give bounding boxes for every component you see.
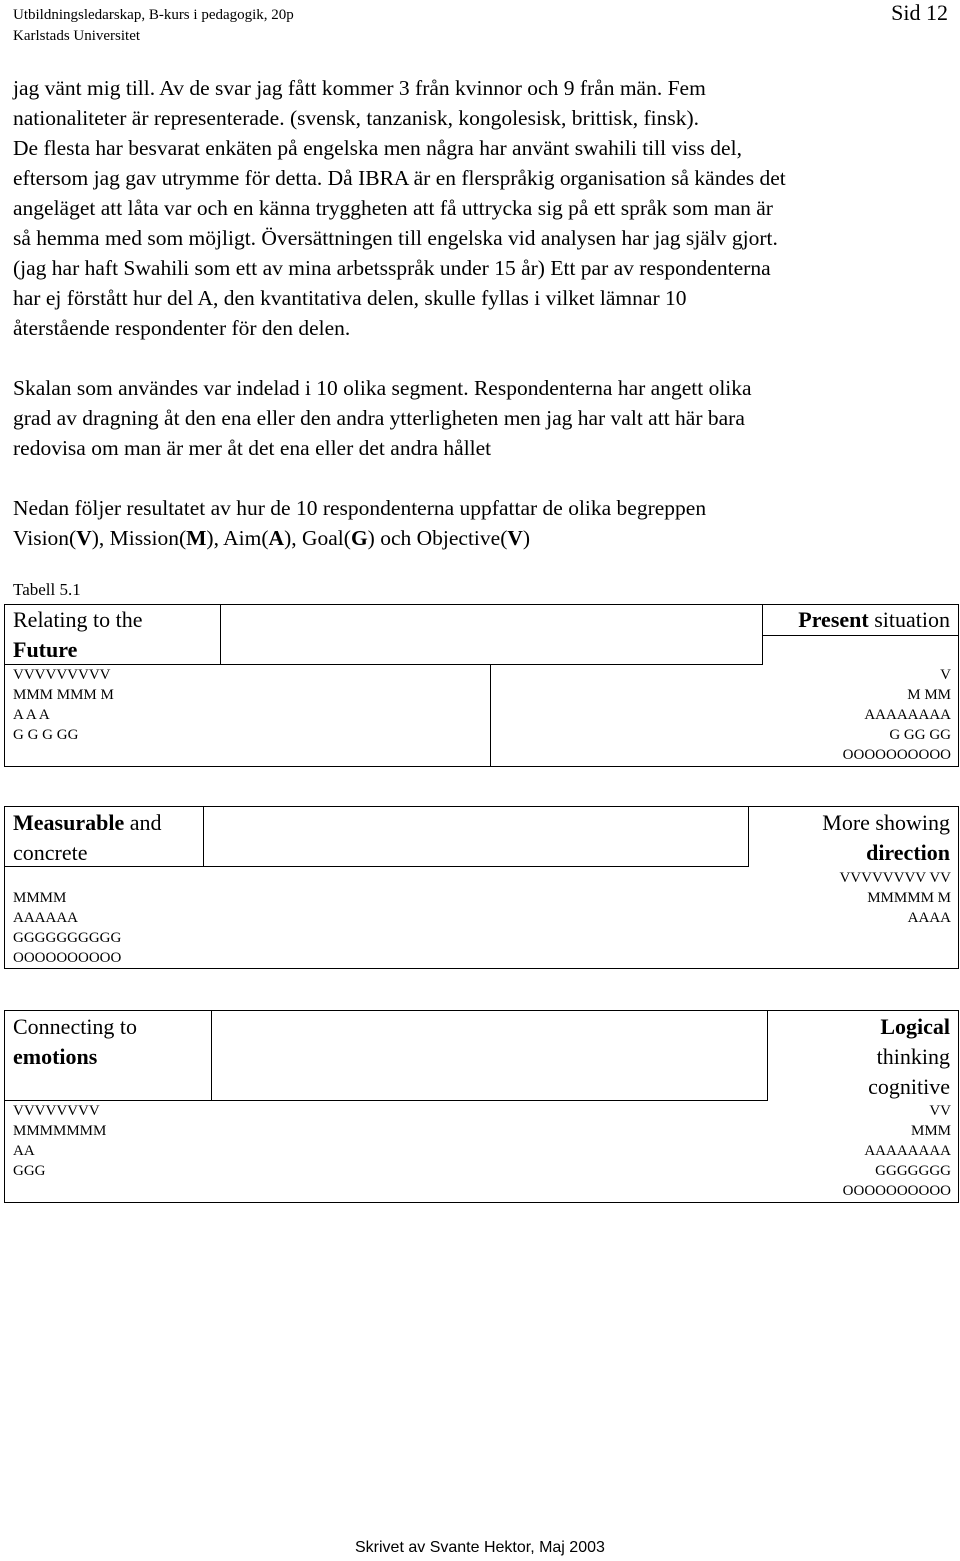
paragraph-line: eftersom jag gav utrymme för detta. Då IBRA är en flerspråkig organisation så kändes det [13,166,786,190]
response-row: OOOOOOOOOO [842,1183,951,1199]
response-row: VV [929,1103,951,1119]
response-row: G GG GG [889,727,951,743]
table-2-left-responses [13,888,121,968]
response-row: VVVVVVVV [13,1103,100,1119]
response-row: MMM MMM M [13,687,114,703]
paragraph-line: redovisa om man är mer åt det ena eller det andra hållet [13,436,492,460]
paragraph-line: jag vänt mig till. Av de svar jag fått kommer 3 från kvinnor och 9 från män. Fem [13,76,706,100]
paragraph-line: Skalan som användes var indelad i 10 olika segment. Respondenterna har angett olika [13,376,752,400]
paragraph-1 [13,73,786,343]
response-row: MMMM [13,890,67,906]
table-1-middle-cell [220,604,763,665]
paragraph-line: De flesta har besvarat enkäten på engelska men några har använt swahili till viss del, [13,136,742,160]
response-row: GGGGGGGGGG [13,930,122,946]
response-row: AAAAAAAA [864,1143,951,1159]
paragraph-line: (jag har haft Swahili som ett av mina arbetsspråk under 15 år) Ett par av respondenterna [13,256,771,280]
response-row: OOOOOOOOOO [13,950,122,966]
table-1-left-label: Relating to the Future [13,607,143,662]
table-3-middle-cell [211,1010,768,1101]
response-row: AAAAAAAA [864,707,951,723]
table-2-middle-cell [203,806,749,867]
response-row: GGGGGGG [875,1163,951,1179]
response-row: M MM [907,687,951,703]
table-1-right-label: Present situation [798,607,950,632]
table-3-right-label: Logical thinking cognitive [868,1014,950,1099]
paragraph-line: återstående respondenter för den delen. [13,316,351,340]
table-3-left-responses [13,1101,106,1181]
table-2-left-label: Measurable and concrete [13,810,162,865]
response-row: AAAA [907,910,951,926]
paragraph-line: grad av dragning åt den ena eller den andra ytterligheten men jag har valt att här bara [13,406,745,430]
response-row: G G G GG [13,727,79,743]
table-1-left-responses [13,665,114,745]
response-row: AAAAAA [13,910,78,926]
response-row: MMM [910,1123,951,1139]
response-row: A A A [13,707,50,723]
response-row: VVVVVVVVV [13,667,111,683]
footer-author: Skrivet av Svante Hektor, Maj 2003 [355,1539,605,1556]
paragraph-line: så hemma med som möjligt. Översättningen till engelska vid analysen har jag själv gjort. [13,226,778,250]
paragraph-line: Nedan följer resultatet av hur de 10 respondenterna uppfattar de olika begreppen [13,496,707,520]
table-1-divider [490,664,491,767]
paragraph-2 [13,373,752,463]
concept-list-line: Vision(V), Mission(M), Aim(A), Goal(G) och Objective(V) [13,526,531,550]
response-row: MMMMM M [867,890,951,906]
table-3-right-responses [843,1101,951,1201]
paragraph-line: har ej förstått hur del A, den kvantitativa delen, skulle fyllas i vilket lämnar 10 [13,286,687,310]
response-row: MMMMMMM [13,1123,107,1139]
paragraph-3 [13,493,706,553]
table-caption: Tabell 5.1 [13,580,81,599]
table-1-right-responses [843,665,951,765]
table-2-right-label: More showing direction [822,810,950,865]
response-row: OOOOOOOOOO [842,747,951,763]
page-number: Sid 12 [891,0,948,25]
response-row: GGG [13,1163,46,1179]
response-row: AA [13,1143,35,1159]
header-course: Utbildningsledarskap, B-kurs i pedagogik, 20p [13,7,294,23]
response-row: V [940,667,951,683]
response-row: VVVVVVVV VV [839,870,951,886]
table-3-left-label: Connecting to emotions [13,1014,138,1069]
paragraph-line: nationaliteter är representerade. (svensk, tanzanisk, kongolesisk, brittisk, finsk). [13,106,700,130]
paragraph-line: angeläget att låta var och en känna tryggheten att få uttrycka sig på ett språk som man är [13,196,773,220]
table-2-right-responses [839,868,951,928]
header-university: Karlstads Universitet [13,28,141,44]
